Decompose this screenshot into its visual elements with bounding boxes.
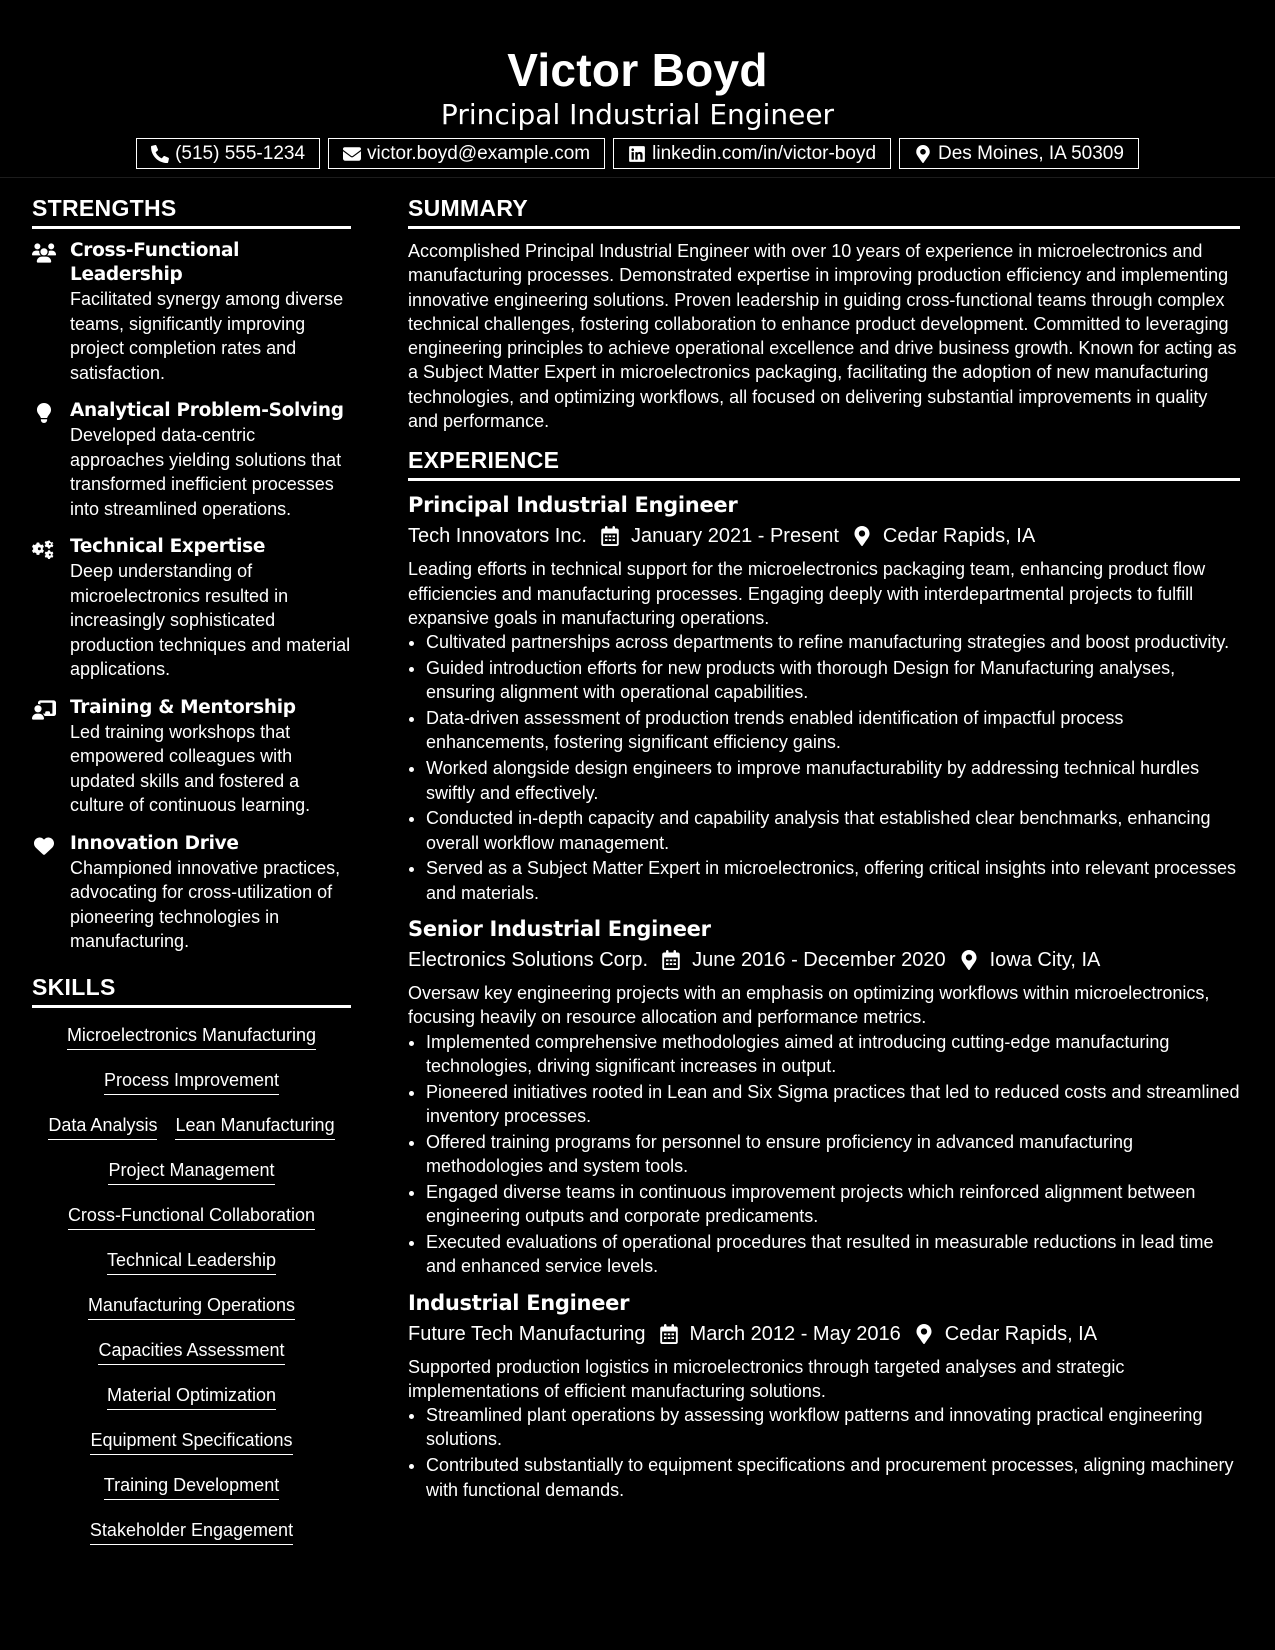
- job-location: Cedar Rapids, IA: [944, 1322, 1098, 1345]
- strength-item: [32, 696, 351, 818]
- skills-list: [32, 1018, 351, 1545]
- skill-tag: Stakeholder Engagement: [90, 1519, 293, 1545]
- job-bullet: • Engaged diverse teams in continuous improvement projects which reinforced alignment between engineering outputs and corporate predicaments.: [426, 1180, 1240, 1229]
- strength-title: Analytical Problem-Solving: [70, 400, 344, 421]
- calendar-icon: [660, 1324, 678, 1344]
- job-description: Supported production logistics in microelectronics through targeted analyses and strategic implementations of efficient manufacturing solutions.: [408, 1356, 1125, 1401]
- left-column: [32, 195, 351, 1545]
- right-column: [408, 195, 1240, 1512]
- job-meta: [408, 945, 1240, 975]
- job-meta: [408, 521, 1240, 551]
- job-bullet: • Data-driven assessment of production trends enabled identification of impactful process enhancements, fostering significant efficiency gains.: [426, 706, 1240, 755]
- strength-item: [32, 239, 351, 385]
- job-bullet: • Served as a Subject Matter Expert in microelectronics, offering critical insights into relevant processes and materials.: [426, 856, 1240, 905]
- skill-tag: Technical Leadership: [107, 1249, 276, 1275]
- job-bullet: • Guided introduction efforts for new products with thorough Design for Manufacturing analyses, ensuring alignment with operational capabilities.: [426, 656, 1240, 705]
- strength-desc: Facilitated synergy among diverse teams, significantly improving project completion rates and satisfaction.: [70, 289, 344, 383]
- job-dates: January 2021 - Present: [630, 525, 839, 548]
- phone-icon: [151, 145, 169, 163]
- skill-tag: Material Optimization: [107, 1384, 276, 1410]
- skill-tag: Cross-Functional Collaboration: [68, 1204, 315, 1230]
- job-title: Senior Industrial Engineer: [408, 917, 711, 942]
- job-dates: June 2016 - December 2020: [692, 949, 946, 972]
- skills-heading: SKILLS: [32, 974, 351, 1008]
- contact-bar: [0, 138, 1275, 169]
- job-title: Industrial Engineer: [408, 1290, 630, 1315]
- job-meta: [408, 1319, 1240, 1349]
- strength-item: [32, 399, 351, 521]
- lightbulb-icon: [32, 403, 56, 423]
- job-bullet: • Worked alongside design engineers to improve manufacturability by addressing technical hurdles swiftly and effectively.: [426, 756, 1240, 805]
- strength-item: [32, 535, 351, 682]
- job-entry: [408, 491, 1240, 905]
- linkedin-icon: [628, 145, 646, 163]
- contact-phone[interactable]: [136, 138, 320, 169]
- users-icon: [32, 243, 56, 263]
- experience-heading: EXPERIENCE: [408, 447, 1240, 481]
- job-bullet: • Conducted in-depth capacity and capability analysis that established clear benchmarks, enhancing overall workflow management.: [426, 806, 1240, 855]
- job-company: Future Tech Manufacturing: [408, 1322, 646, 1345]
- chalkboard-teacher-icon: [32, 700, 56, 720]
- skill-tag: Project Management: [108, 1159, 274, 1185]
- calendar-icon: [662, 950, 680, 970]
- job-entry: [408, 1289, 1240, 1502]
- job-description: Oversaw key engineering projects with an emphasis on optimizing workflows within microelectronics, focusing heavily on resource allocation and performance metrics.: [408, 983, 1210, 1028]
- candidate-title: Principal Industrial Engineer: [440, 98, 835, 131]
- candidate-name: Victor Boyd: [507, 44, 768, 96]
- job-bullets: [408, 630, 1240, 905]
- skill-tag: Capacities Assessment: [98, 1339, 284, 1365]
- skill-tag: Process Improvement: [104, 1069, 279, 1095]
- map-marker-icon: [915, 1324, 933, 1344]
- job-bullet: • Executed evaluations of operational procedures that resulted in measurable reductions in lead time and enhanced service levels.: [426, 1230, 1240, 1279]
- job-location: Iowa City, IA: [989, 949, 1101, 972]
- job-bullet: • Contributed substantially to equipment specifications and procurement processes, aligning machinery with functional demands.: [426, 1453, 1240, 1502]
- job-entry: [408, 915, 1240, 1279]
- skill-tag: Lean Manufacturing: [175, 1114, 334, 1140]
- contact-email[interactable]: [328, 138, 605, 169]
- job-bullet: • Offered training programs for personnel to ensure proficiency in advanced manufacturing methodologies and system tools.: [426, 1130, 1240, 1179]
- strengths-heading: STRENGTHS: [32, 195, 351, 229]
- heart-icon: [32, 836, 56, 856]
- map-marker-icon: [914, 145, 932, 163]
- location-text: Des Moines, IA 50309: [938, 142, 1124, 164]
- resume-header: [0, 0, 1275, 178]
- job-title: Principal Industrial Engineer: [408, 493, 738, 518]
- calendar-icon: [601, 526, 619, 546]
- skill-tag: Equipment Specifications: [90, 1429, 292, 1455]
- strength-title: Training & Mentorship: [70, 696, 296, 718]
- map-marker-icon: [960, 950, 978, 970]
- job-description: Leading efforts in technical support for the microelectronics packaging team, enhancing product flow efficiencies and manufacturing processes. Engaging deeply with interdepartmental projects to fulfill expansive goals in manufacturing operations.: [408, 559, 1206, 628]
- job-location: Cedar Rapids, IA: [882, 525, 1036, 548]
- linkedin-text: linkedin.com/in/victor-boyd: [652, 142, 877, 164]
- job-company: Electronics Solutions Corp.: [408, 949, 649, 972]
- summary-text: Accomplished Principal Industrial Engineer with over 10 years of experience in microelectronics and manufacturing processes. Demonstrated expertise in improving production efficiency and implementing innovative engineering solutions. Proven leadership in guiding cross-functional teams through complex technical challenges, fostering collaboration to enhance product development. Committed to leveraging engineering principles to achieve operational excellence and drive business growth. Known for acting as a Subject Matter Expert in microelectronics packaging, facilitating the adoption of new manufacturing technologies, and optimizing workflows, all focused on delivering substantial improvements in quality and performance.: [408, 241, 1237, 432]
- strength-desc: Developed data-centric approaches yielding solutions that transformed inefficient processes into streamlined operations.: [70, 425, 342, 519]
- strength-title: Innovation Drive: [70, 832, 239, 854]
- phone-text: (515) 555-1234: [175, 142, 306, 164]
- skill-tag: Microelectronics Manufacturing: [67, 1024, 316, 1050]
- map-marker-icon: [853, 526, 871, 546]
- strength-desc: Led training workshops that empowered colleagues with updated skills and fostered a culture of continuous learning.: [70, 721, 311, 815]
- job-dates: March 2012 - May 2016: [689, 1322, 901, 1345]
- job-company: Tech Innovators Inc.: [408, 525, 587, 548]
- job-bullet: • Implemented comprehensive methodologies aimed at introducing cutting-edge manufacturing technologies, driving significant increases in output.: [426, 1030, 1240, 1079]
- skill-tag: Manufacturing Operations: [88, 1294, 295, 1320]
- job-bullets: [408, 1030, 1240, 1279]
- strength-title: Technical Expertise: [70, 536, 266, 557]
- summary-heading: SUMMARY: [408, 195, 1240, 229]
- strength-desc: Deep understanding of microelectronics resulted in increasingly sophisticated production techniques and material applications.: [70, 561, 351, 679]
- skill-tag: Data Analysis: [48, 1114, 157, 1140]
- skill-tag: Training Development: [104, 1474, 279, 1500]
- strength-desc: Championed innovative practices, advocating for cross-utilization of pioneering technologies in manufacturing.: [70, 857, 341, 951]
- job-bullets: [408, 1403, 1240, 1502]
- contact-location[interactable]: [899, 138, 1139, 169]
- envelope-icon: [343, 145, 361, 163]
- strength-item: [32, 832, 351, 954]
- job-bullet: • Streamlined plant operations by assessing workflow patterns and innovating practical engineering solutions.: [426, 1403, 1240, 1452]
- job-bullet: • Pioneered initiatives rooted in Lean and Six Sigma practices that led to reduced costs and streamlined inventory processes.: [426, 1080, 1240, 1129]
- contact-linkedin[interactable]: [613, 138, 891, 169]
- email-text: victor.boyd@example.com: [367, 142, 591, 164]
- strength-title: Cross-Functional Leadership: [70, 240, 240, 285]
- job-bullet: • Cultivated partnerships across departments to refine manufacturing strategies and boost productivity.: [426, 630, 1240, 654]
- gears-icon: [32, 539, 56, 559]
